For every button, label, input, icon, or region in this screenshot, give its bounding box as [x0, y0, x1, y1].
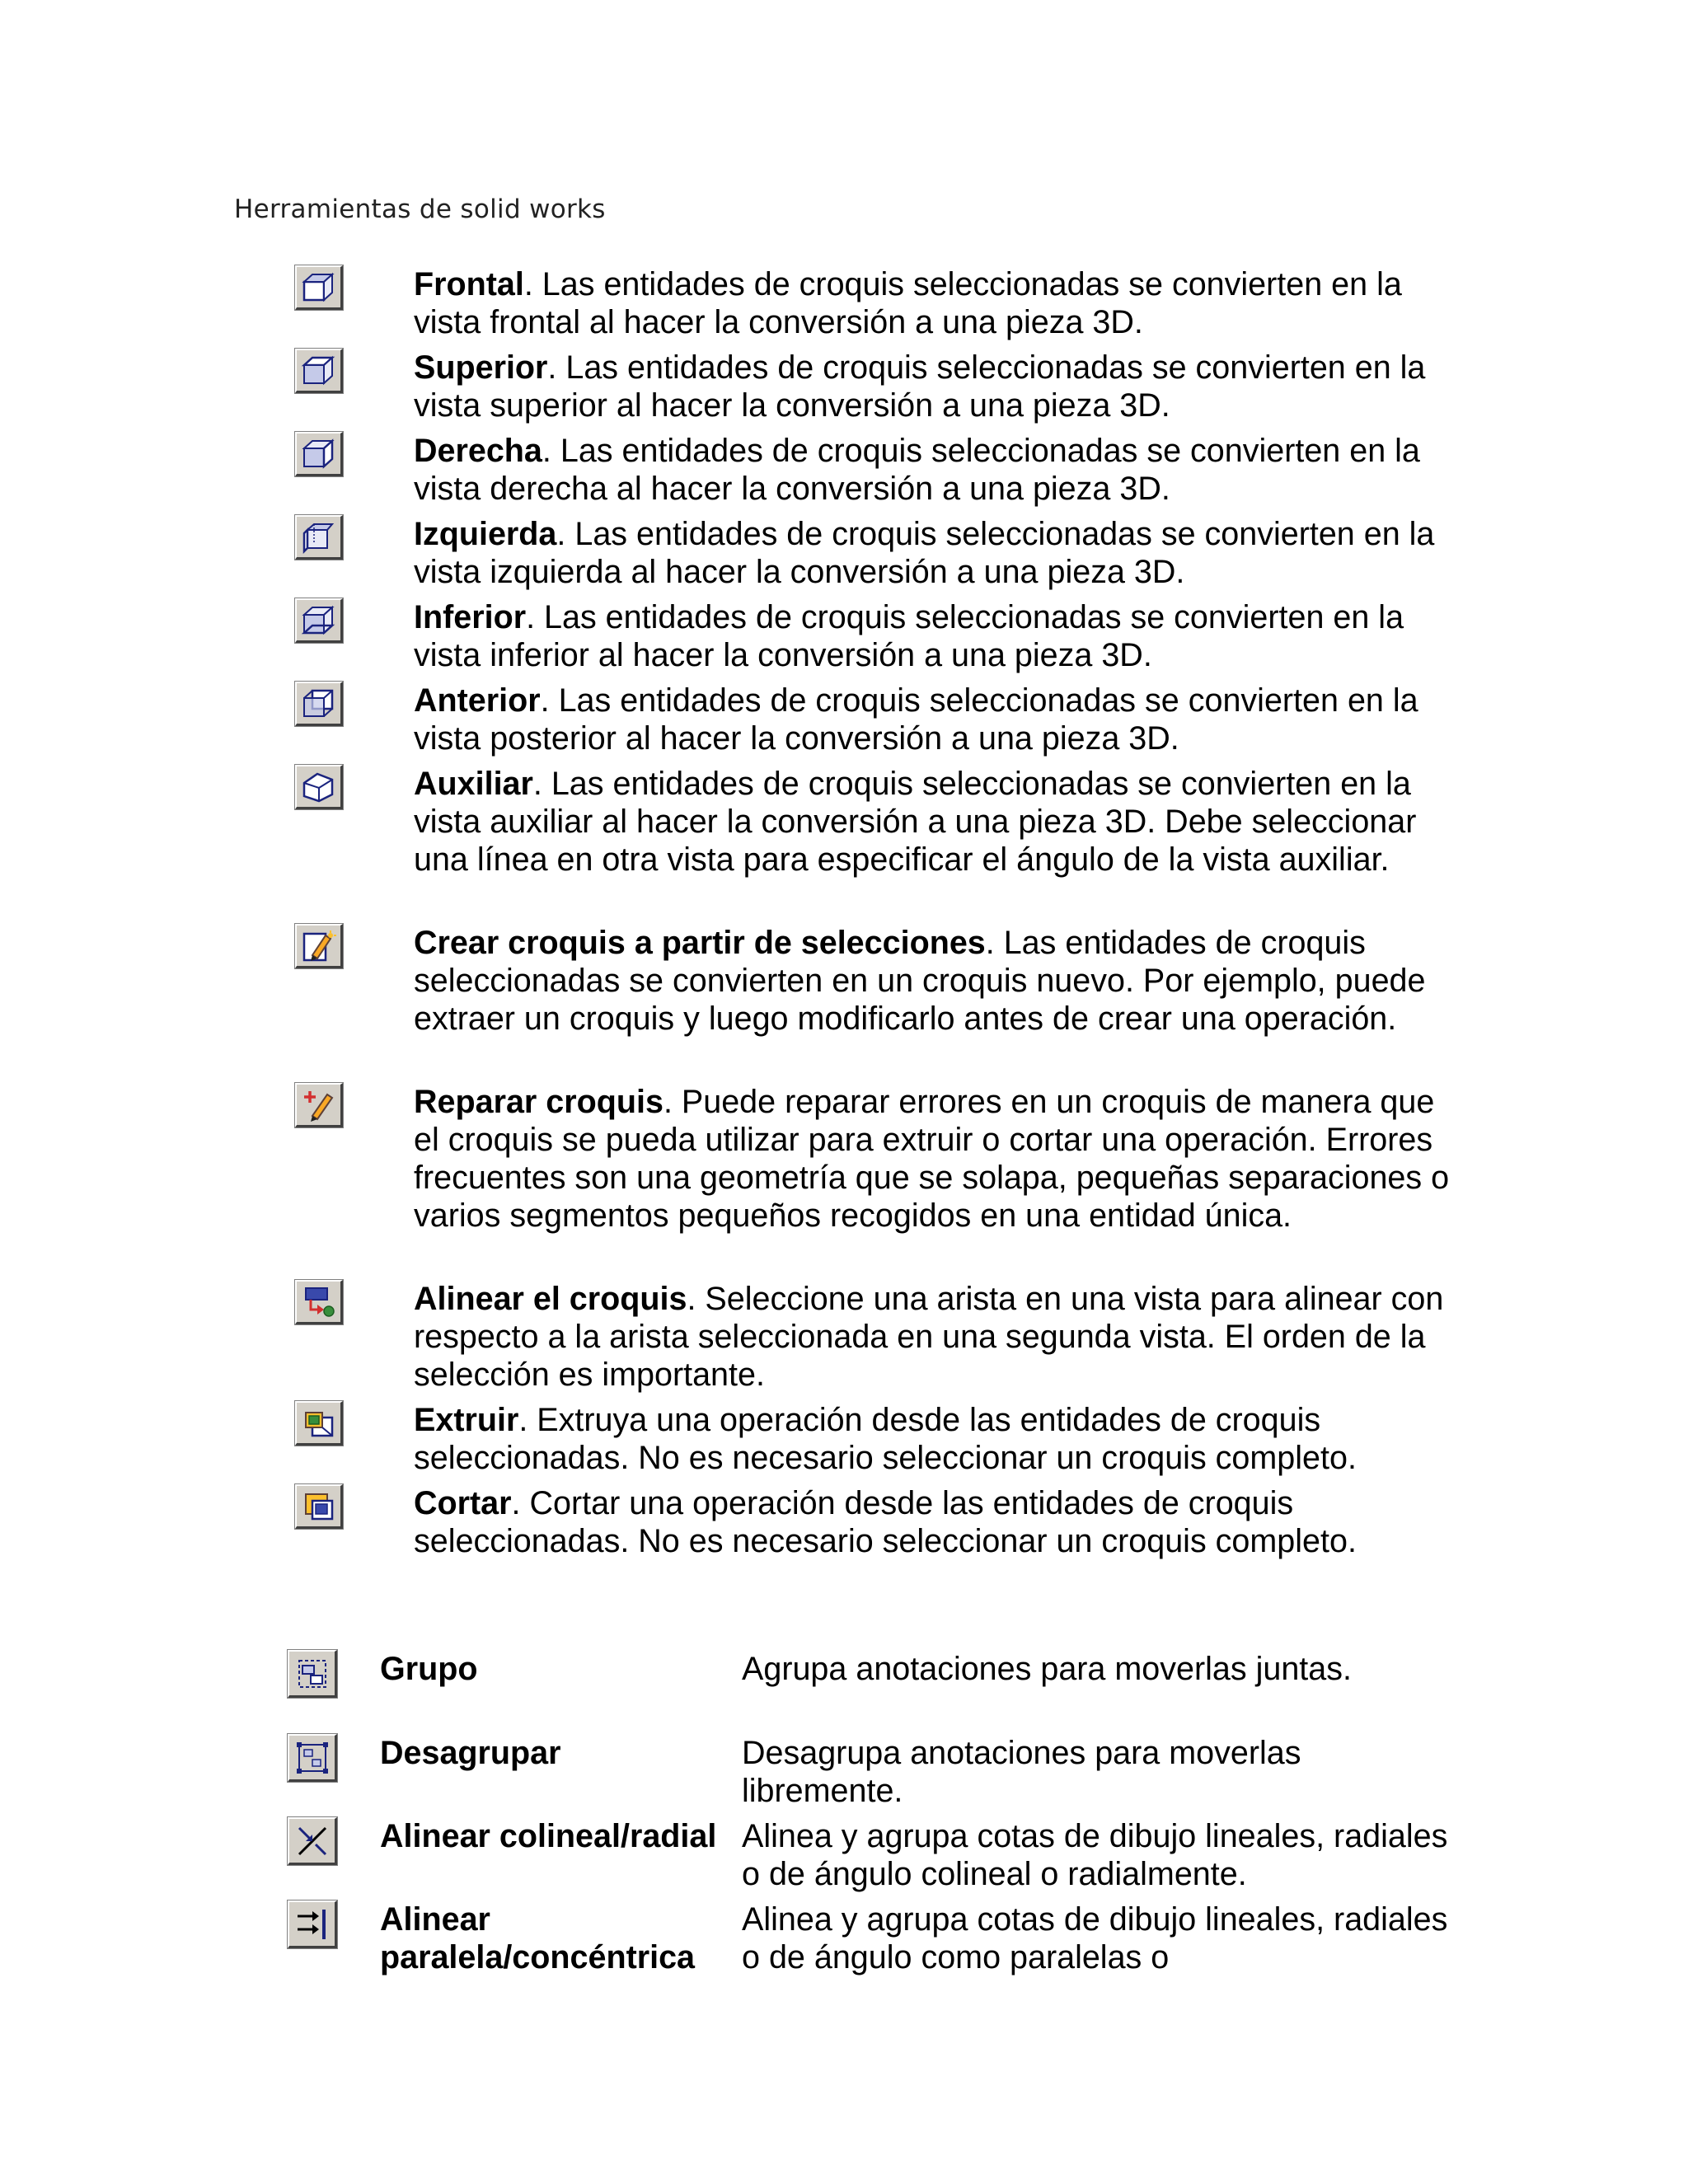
extrude-icon[interactable]: [295, 1401, 343, 1446]
align-parallel-icon[interactable]: [288, 1900, 337, 1948]
tool-name-frontal: Frontal: [414, 266, 524, 302]
left-view-icon[interactable]: [295, 515, 343, 560]
annotation-name-alinear-colineal: Alinear colineal/radial: [380, 1818, 717, 1854]
annotation-desc-grupo: Agrupa anotaciones para moverlas juntas.: [742, 1651, 1352, 1687]
tool-name-inferior: Inferior: [414, 599, 527, 635]
top-view-icon[interactable]: [295, 349, 343, 393]
tool-name-reparar-croquis: Reparar croquis: [414, 1084, 663, 1120]
page-header: Herramientas de solid works: [234, 194, 606, 224]
tool-description-superior: Superior. Las entidades de croquis seleccionadas se convierten en la vista superior al hacer la conversión a una pieza 3D.: [414, 349, 1426, 424]
group-icon[interactable]: [288, 1650, 337, 1698]
annotation-desc-alinear-paralela: Alinea y agrupa cotas de dibujo lineales, radiales o de ángulo como paralelas o: [742, 1901, 1448, 1975]
front-view-icon[interactable]: [295, 265, 343, 310]
annotation-desc-desagrupar: Desagrupa anotaciones para moverlas libremente.: [742, 1735, 1301, 1809]
tool-description-derecha: Derecha. Las entidades de croquis seleccionadas se convierten en la vista derecha al hacer la conversión a una pieza 3D.: [414, 433, 1420, 507]
bottom-view-icon[interactable]: [295, 598, 343, 643]
tool-name-crear-croquis: Crear croquis a partir de selecciones: [414, 925, 986, 961]
annotation-name-desagrupar: Desagrupar: [380, 1735, 561, 1771]
tool-name-anterior: Anterior: [414, 682, 541, 719]
tool-description-reparar-croquis: Reparar croquis. Puede reparar errores en un croquis de manera que el croquis se pueda utilizar para extruir o cortar una operación. Errores frecuentes son una geometría que se solapa, pequeñas separaciones o varios segmentos pequeños recogidos en una entidad única.: [414, 1084, 1450, 1234]
repair-sketch-icon[interactable]: [295, 1083, 343, 1127]
ungroup-icon[interactable]: [288, 1734, 337, 1782]
tool-description-auxiliar: Auxiliar. Las entidades de croquis seleccionadas se convierten en la vista auxiliar al hacer la conversión a una pieza 3D. Debe seleccionar una línea en otra vista para especificar el ángulo de la vista auxiliar.: [414, 766, 1417, 878]
tool-description-extruir: Extruir. Extruya una operación desde las entidades de croquis seleccionadas. No es necesario seleccionar un croquis completo.: [414, 1402, 1357, 1476]
tool-description-frontal: Frontal. Las entidades de croquis seleccionadas se convierten en la vista frontal al hacer la conversión a una pieza 3D.: [414, 266, 1402, 340]
tool-name-alinear-croquis: Alinear el croquis: [414, 1281, 687, 1317]
annotation-desc-alinear-colineal: Alinea y agrupa cotas de dibujo lineales, radiales o de ángulo colineal o radialmente.: [742, 1818, 1448, 1892]
tool-name-superior: Superior: [414, 349, 548, 386]
tool-name-cortar: Cortar: [414, 1485, 512, 1521]
tool-name-derecha: Derecha: [414, 433, 542, 469]
tool-name-extruir: Extruir: [414, 1402, 519, 1438]
auxiliary-view-icon[interactable]: [295, 765, 343, 809]
back-view-icon[interactable]: [295, 682, 343, 726]
create-sketch-icon[interactable]: [295, 924, 343, 968]
tool-name-auxiliar: Auxiliar: [414, 766, 533, 802]
tool-description-izquierda: Izquierda. Las entidades de croquis seleccionadas se convierten en la vista izquierda al hacer la conversión a una pieza 3D.: [414, 516, 1435, 590]
annotation-name-grupo: Grupo: [380, 1651, 478, 1687]
tool-name-izquierda: Izquierda: [414, 516, 557, 552]
tool-description-alinear-croquis: Alinear el croquis. Seleccione una arista en una vista para alinear con respecto a la arista seleccionada en una segunda vista. El orden de la selección es importante.: [414, 1281, 1444, 1393]
align-sketch-icon[interactable]: [295, 1280, 343, 1324]
tool-description-inferior: Inferior. Las entidades de croquis seleccionadas se convierten en la vista inferior al hacer la conversión a una pieza 3D.: [414, 599, 1404, 673]
right-view-icon[interactable]: [295, 432, 343, 476]
cut-icon[interactable]: [295, 1484, 343, 1529]
annotation-name-alinear-paralela: Alinear paralela/concéntrica: [380, 1901, 696, 1975]
tool-description-crear-croquis: Crear croquis a partir de selecciones. Las entidades de croquis seleccionadas se convierten en un croquis nuevo. Por ejemplo, puede extraer un croquis y luego modificarlo antes de crear una operación.: [414, 925, 1426, 1037]
align-collinear-icon[interactable]: [288, 1817, 337, 1865]
tool-description-cortar: Cortar. Cortar una operación desde las entidades de croquis seleccionadas. No es necesario seleccionar un croquis completo.: [414, 1485, 1357, 1559]
tool-description-anterior: Anterior. Las entidades de croquis seleccionadas se convierten en la vista posterior al hacer la conversión a una pieza 3D.: [414, 682, 1418, 757]
